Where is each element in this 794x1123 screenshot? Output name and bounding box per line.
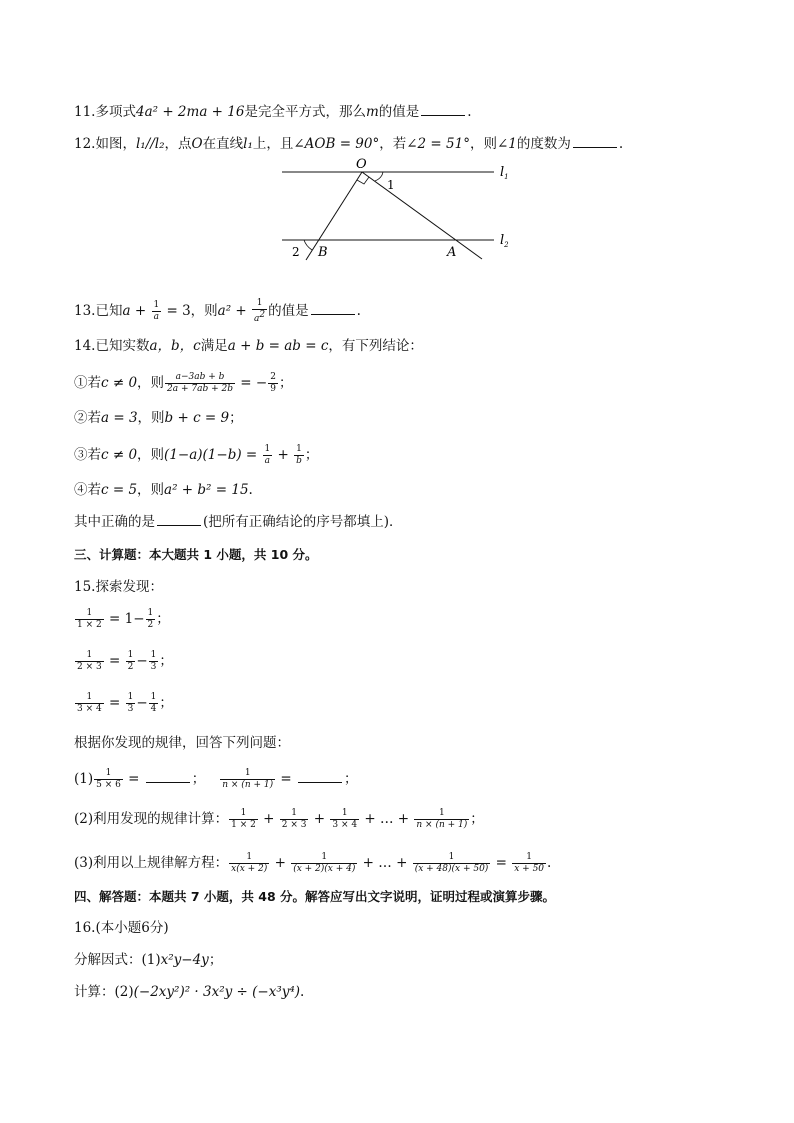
numerator: 1 (321, 852, 328, 862)
q14-condition: a + b = ab = c (227, 338, 329, 354)
q12-text: ，若 (379, 136, 407, 152)
denominator: $a^2$ (254, 310, 266, 324)
statement-text: ，则 (137, 410, 165, 426)
separator: ； (191, 771, 206, 787)
semicolon: ； (470, 811, 484, 827)
label-l2: $l_2$ (500, 233, 509, 249)
denominator: 3 × 4 (77, 704, 102, 714)
q12-prefix: 12.如图， (74, 136, 136, 152)
plus: + (273, 447, 294, 463)
denominator: (x + 2)(x + 4) (293, 864, 356, 874)
fraction (330, 808, 359, 831)
statement-condition: c ≠ 0 (101, 447, 138, 463)
angle-1-arc (375, 172, 383, 181)
q14-answer (74, 512, 403, 532)
numerator: 1 (240, 808, 247, 818)
answer-prefix: 其中正确的是 (74, 514, 155, 530)
ellipsis: + … + (360, 811, 414, 827)
q12-text: 在直线 (202, 136, 244, 152)
statement-text: ，则 (137, 447, 165, 463)
fraction (94, 768, 123, 791)
q12-text: ，点 (164, 136, 192, 152)
equals: = (491, 855, 512, 871)
fraction (149, 650, 159, 673)
denominator: b (296, 456, 302, 466)
part-label: 计算：(2) (74, 984, 134, 1000)
statement-condition: c = 5 (101, 482, 138, 498)
q12-text: 上，且 (252, 136, 294, 152)
q14-stem: 14.已知实数 (74, 338, 150, 354)
q13-eq: = 3 (162, 303, 191, 319)
semicolon: ； (159, 653, 173, 669)
q12-line: l₁ (243, 136, 253, 152)
q14-text: ，有下列结论： (328, 338, 423, 354)
denominator: a (264, 456, 271, 466)
numerator: 1 (150, 650, 157, 660)
q14-statement-1 (74, 372, 292, 395)
label-o: O (356, 157, 367, 172)
numerator: 2 (270, 372, 276, 382)
statement-text: ，则 (137, 482, 165, 498)
segment-oa (362, 172, 482, 259)
q13-end: . (356, 303, 361, 319)
plus: + (309, 811, 330, 827)
q15-part-1 (74, 768, 358, 791)
q13-suffix: 的值是 (268, 303, 309, 319)
semicolon: ； (156, 611, 170, 627)
part-label: 分解因式：(1) (74, 952, 161, 968)
q13-a2: a² + (217, 303, 252, 319)
denominator: x(x + 2) (231, 864, 268, 874)
fraction (294, 444, 304, 467)
label-a: A (447, 245, 457, 260)
q11-text: 是完全平方式，那么 (244, 104, 366, 120)
denominator: 3 (127, 704, 134, 714)
equals: = (104, 695, 125, 711)
q15-example-3 (74, 692, 173, 715)
answer-blank (421, 103, 465, 116)
numerator: 1 (86, 650, 93, 660)
answer-blank (573, 135, 617, 148)
q15-part-2 (74, 808, 484, 831)
denominator: 3 × 4 (332, 820, 358, 830)
denominator: 1 × 2 (231, 820, 256, 830)
right-angle-mark (357, 177, 369, 184)
denominator: x + 50 (514, 864, 545, 874)
statement-label: ④若 (74, 482, 101, 498)
q13-plus: + (130, 303, 151, 319)
fraction (126, 650, 136, 673)
denominator: 2 × 3 (77, 662, 102, 672)
fraction (291, 852, 357, 875)
q15-example-1 (74, 608, 170, 631)
geometry-figure (270, 152, 530, 270)
numerator: 1 (246, 852, 253, 862)
q13-prefix: 13.已知 (74, 303, 123, 319)
denominator: 3 (150, 662, 157, 672)
fraction (229, 852, 269, 875)
minus: − (136, 695, 148, 711)
numerator: 1 (438, 808, 445, 818)
segment-ob (306, 172, 362, 260)
q16-part-2 (74, 982, 304, 1002)
numerator: 1 (341, 808, 348, 818)
label-l1: $l_1$ (500, 165, 509, 181)
q12-end: . (618, 136, 624, 152)
q11-prefix: 11.多项式 (74, 104, 136, 120)
question-15-title: 15.探索发现： (74, 579, 163, 595)
fraction (280, 808, 309, 831)
fraction (151, 300, 161, 323)
answer-blank (298, 770, 342, 783)
answer-blank (157, 513, 201, 526)
q12-angle1: ∠1 (496, 136, 517, 152)
part-label: (1) (74, 771, 94, 787)
statement-label: ①若 (74, 375, 101, 391)
numerator: 1 (127, 692, 134, 702)
question-12 (74, 134, 623, 154)
q11-variable: m (365, 104, 379, 120)
q13-text: ，则 (190, 303, 218, 319)
minus: − (136, 653, 148, 669)
equation-rhs: = 1− (104, 611, 145, 627)
numerator: 1 (291, 808, 297, 818)
expression: (−2xy²)² · 3x²y ÷ (−x³y⁴) (133, 984, 301, 1000)
fraction (75, 650, 104, 673)
q13-var: a (122, 303, 131, 319)
numerator: 1 (127, 650, 134, 660)
angle-2-arc (304, 240, 312, 250)
q14-text: 满足 (200, 338, 228, 354)
q14-vars: a，b，c (149, 338, 201, 354)
denominator: 5 × 6 (96, 780, 121, 790)
q12-parallel: l₁//l₂ (135, 136, 165, 152)
numerator: 1 (256, 298, 263, 308)
statement-end: ； (304, 447, 319, 463)
ellipsis: + … + (358, 855, 412, 871)
numerator: 1 (526, 852, 532, 862)
q15-example-2 (74, 650, 173, 673)
q15-part-3 (74, 852, 551, 875)
denominator: a (153, 312, 159, 322)
numerator: 1 (296, 444, 302, 454)
fraction (413, 852, 491, 875)
fraction (512, 852, 546, 875)
fraction (252, 298, 267, 325)
numerator: 1 (147, 608, 154, 618)
statement-label: ③若 (74, 447, 101, 463)
numerator: 1 (105, 768, 112, 778)
section-3-title: 三、计算题：本大题共 1 小题，共 10 分。 (74, 547, 318, 562)
q11-expression: 4a² + 2ma + 16 (135, 104, 245, 120)
q16-part-1 (74, 950, 222, 970)
numerator: 1 (448, 852, 455, 862)
fraction (165, 372, 235, 395)
expression: x²y−4y (160, 952, 209, 968)
denominator: 2 (147, 620, 154, 630)
plus: + (270, 855, 291, 871)
fraction (126, 692, 136, 715)
statement-lhs: (1−a)(1−b) = (164, 447, 262, 463)
end: ； (208, 952, 223, 968)
question-11 (74, 102, 472, 122)
semicolon: ； (159, 695, 173, 711)
statement-end: ； (229, 410, 243, 426)
numerator: 1 (264, 444, 271, 454)
q14-statement-4 (74, 480, 253, 500)
fraction (75, 608, 104, 631)
answer-blank (146, 770, 190, 783)
question-14-stem (74, 336, 423, 356)
denominator: 1 × 2 (77, 620, 102, 630)
denominator: 2 × 3 (281, 820, 307, 830)
q11-end: . (467, 104, 472, 120)
statement-label: ②若 (74, 410, 101, 426)
numerator: a−3ab + b (175, 372, 225, 382)
numerator: 1 (244, 768, 251, 778)
equals: = (104, 653, 125, 669)
answer-blank (311, 302, 355, 315)
part-label: (2)利用发现的规律计算： (74, 811, 229, 827)
fraction (414, 808, 469, 831)
fraction (268, 372, 278, 395)
equals: = (123, 771, 144, 787)
statement-condition: a = 3 (101, 410, 138, 426)
denominator: 2a + 7ab + 2b (167, 384, 234, 394)
denominator: (x + 48)(x + 50) (414, 864, 489, 874)
q14-statement-2 (74, 408, 243, 428)
denominator: n × (n + 1) (222, 780, 274, 790)
statement-condition: c ≠ 0 (101, 375, 138, 391)
denominator: n × (n + 1) (416, 820, 468, 830)
semicolon: ； (344, 771, 358, 787)
numerator: 1 (153, 300, 160, 310)
section-4-title: 四、解答题：本题共 7 小题，共 48 分。解答应写出文字说明，证明过程或演算步骤。 (74, 889, 556, 904)
denominator: 9 (270, 384, 276, 394)
statement-end: ； (278, 375, 293, 391)
q15-intro: 根据你发现的规律，回答下列问题： (74, 735, 290, 751)
fraction (220, 768, 275, 791)
numerator: 1 (150, 692, 157, 702)
statement-eq: = − (236, 375, 268, 391)
numerator: 1 (86, 692, 93, 702)
fraction (75, 692, 104, 715)
q11-suffix: 的值是 (378, 104, 420, 120)
fraction (229, 808, 258, 831)
q12-text: 的度数为 (516, 136, 571, 152)
q12-text: ，则 (469, 136, 497, 152)
denominator: 4 (150, 704, 157, 714)
statement-text: ，则 (137, 375, 165, 391)
label-1: 1 (387, 178, 395, 192)
fraction (149, 692, 159, 715)
q12-angle2: ∠2 = 51° (406, 136, 470, 152)
label-b: B (318, 245, 328, 260)
numerator: 1 (86, 608, 93, 618)
equals: = (276, 771, 297, 787)
answer-suffix: (把所有正确结论的序号都填上)． (203, 514, 403, 530)
q12-point: O (191, 136, 203, 152)
part-label: (3)利用以上规律解方程： (74, 855, 229, 871)
statement-result: b + c = 9 (164, 410, 230, 426)
statement-end: . (248, 482, 253, 498)
fraction (146, 608, 156, 631)
question-16-title: 16.(本小题6分) (74, 920, 169, 936)
period: . (547, 855, 552, 871)
q14-statement-3 (74, 444, 318, 467)
q12-angle-condition: ∠AOB = 90° (293, 136, 380, 152)
end: . (300, 984, 305, 1000)
denominator: 2 (127, 662, 134, 672)
fraction (263, 444, 273, 467)
plus: + (258, 811, 279, 827)
label-2: 2 (292, 245, 300, 259)
statement-result: a² + b² = 15 (164, 482, 249, 498)
question-13 (74, 298, 361, 325)
